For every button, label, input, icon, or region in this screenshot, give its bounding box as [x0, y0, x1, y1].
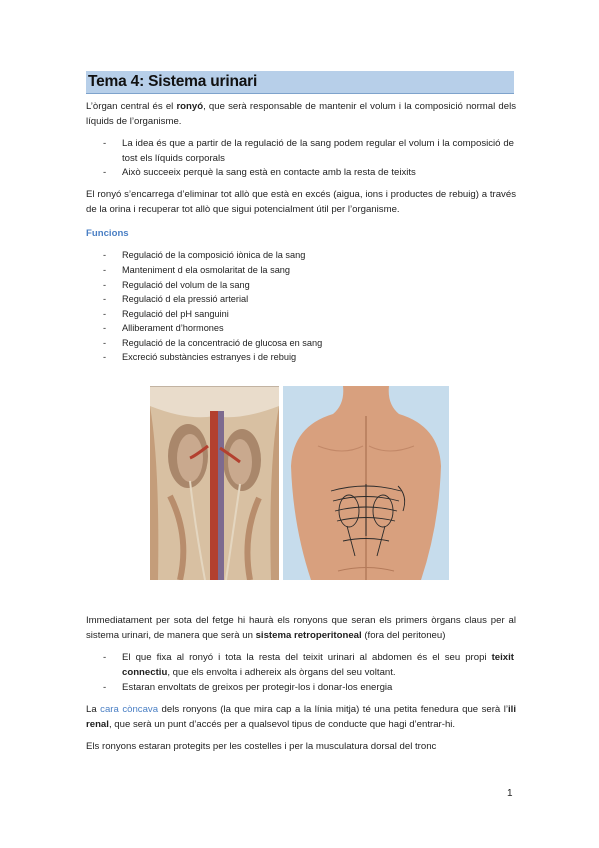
- function-text: Manteniment d ela osmolaritat de la sang: [122, 265, 291, 275]
- hilum-bold: ili renal: [86, 704, 517, 730]
- connective-bold: teixit connectiu: [122, 652, 514, 678]
- list-item: [86, 137, 516, 167]
- dissection-kidneys-image: [150, 386, 279, 580]
- functions-heading: Funcions: [86, 228, 129, 239]
- function-text: Alliberament d’hormones: [122, 323, 224, 333]
- function-text: Regulació del volum de la sang: [122, 280, 250, 290]
- bullet-dash: -: [103, 167, 107, 178]
- intro-paragraph: [86, 100, 516, 129]
- page-title: Tema 4: Sistema urinari: [88, 73, 258, 90]
- bullet-text: La idea és que a partir de la regulació de la sang podem regular el volum i la composició de tost els líquids corporals: [122, 138, 514, 164]
- list-item: [86, 651, 516, 681]
- intro-text-1: L’òrgan central és el: [86, 101, 177, 112]
- intro-text-2: , que serà responsable de mantenir el volum i la composició normal dels líquids de l’organisme.: [86, 101, 517, 127]
- bullet-text: Estaran envoltats de greixos per protegir-los i donar-los energia: [122, 682, 393, 693]
- function-text: Regulació d ela pressió arterial: [122, 294, 249, 304]
- list-item: [86, 681, 516, 696]
- connective-text-2: , que els envolta i adhereix als òrgans del seu voltant.: [167, 666, 396, 678]
- paragraph-location: [86, 614, 516, 643]
- bullet-dash: -: [103, 652, 107, 663]
- bullet-dash: -: [103, 280, 107, 290]
- bullet-dash: -: [103, 352, 107, 362]
- bullet-dash: -: [103, 294, 107, 304]
- back-illustration: [283, 386, 449, 580]
- function-text: Excreció substàncies estranyes i de rebuig: [122, 352, 297, 362]
- connective-text-1: El que fixa al ronyó i tota la resta del teixit urinari al abdomen és el seu propi: [122, 652, 492, 663]
- location-text-2: (fora del peritoneu): [361, 629, 446, 641]
- bullet-dash: -: [103, 265, 107, 275]
- bullet-dash: -: [103, 309, 107, 319]
- intro-bold: ronyó: [176, 101, 204, 112]
- bullet-text: [122, 651, 514, 680]
- title-bar: [86, 71, 514, 94]
- paragraph-protection: Els ronyons estaran protegits per les costelles i per la musculatura dorsal del tronc: [86, 741, 437, 752]
- bullet-dash: -: [103, 338, 107, 348]
- bullet-dash: -: [103, 250, 107, 260]
- paragraph-hilum: [86, 703, 516, 732]
- hilum-text-1: La: [86, 704, 101, 715]
- hilum-text-2: dels ronyons (la que mira cap a la línia mitja) té una petita fenedura que serà l’: [158, 704, 509, 715]
- location-text-1: Immediatament per sota del fetge hi haurà els ronyons que seran els primers òrgans claus per al sistema urinari, de manera que serà un: [86, 615, 516, 641]
- bullet-text: Això succeeix perquè la sang està en contacte amb la resta de teixits: [122, 167, 416, 178]
- bullet-dash: -: [103, 323, 107, 333]
- bullet-dash: -: [103, 138, 107, 149]
- dissection-illustration: [150, 386, 279, 580]
- bullet-dash: -: [103, 682, 107, 693]
- back-kidney-location-image: [283, 386, 449, 580]
- list-item: [86, 166, 516, 181]
- function-text: Regulació de la composició iònica de la sang: [122, 250, 306, 260]
- function-text: Regulació del pH sanguini: [122, 309, 229, 319]
- page-number: 1: [507, 788, 513, 799]
- paragraph-function-overview: El ronyó s’encarrega d’eliminar tot allò que està en excés (aigua, ions i productes de rebuig) a través de la orina i recuperar tot allò que sigui potencialment útil per l’organisme.: [86, 189, 516, 215]
- hilum-highlight: cara còncava: [100, 704, 159, 715]
- function-text: Regulació de la concentració de glucosa en sang: [122, 338, 323, 348]
- location-bold: sistema retroperitoneal: [255, 629, 362, 641]
- hilum-text-3: , que serà un punt d’accés per a qualsevol tipus de conducte que hagi d’entrar-hi.: [108, 718, 456, 730]
